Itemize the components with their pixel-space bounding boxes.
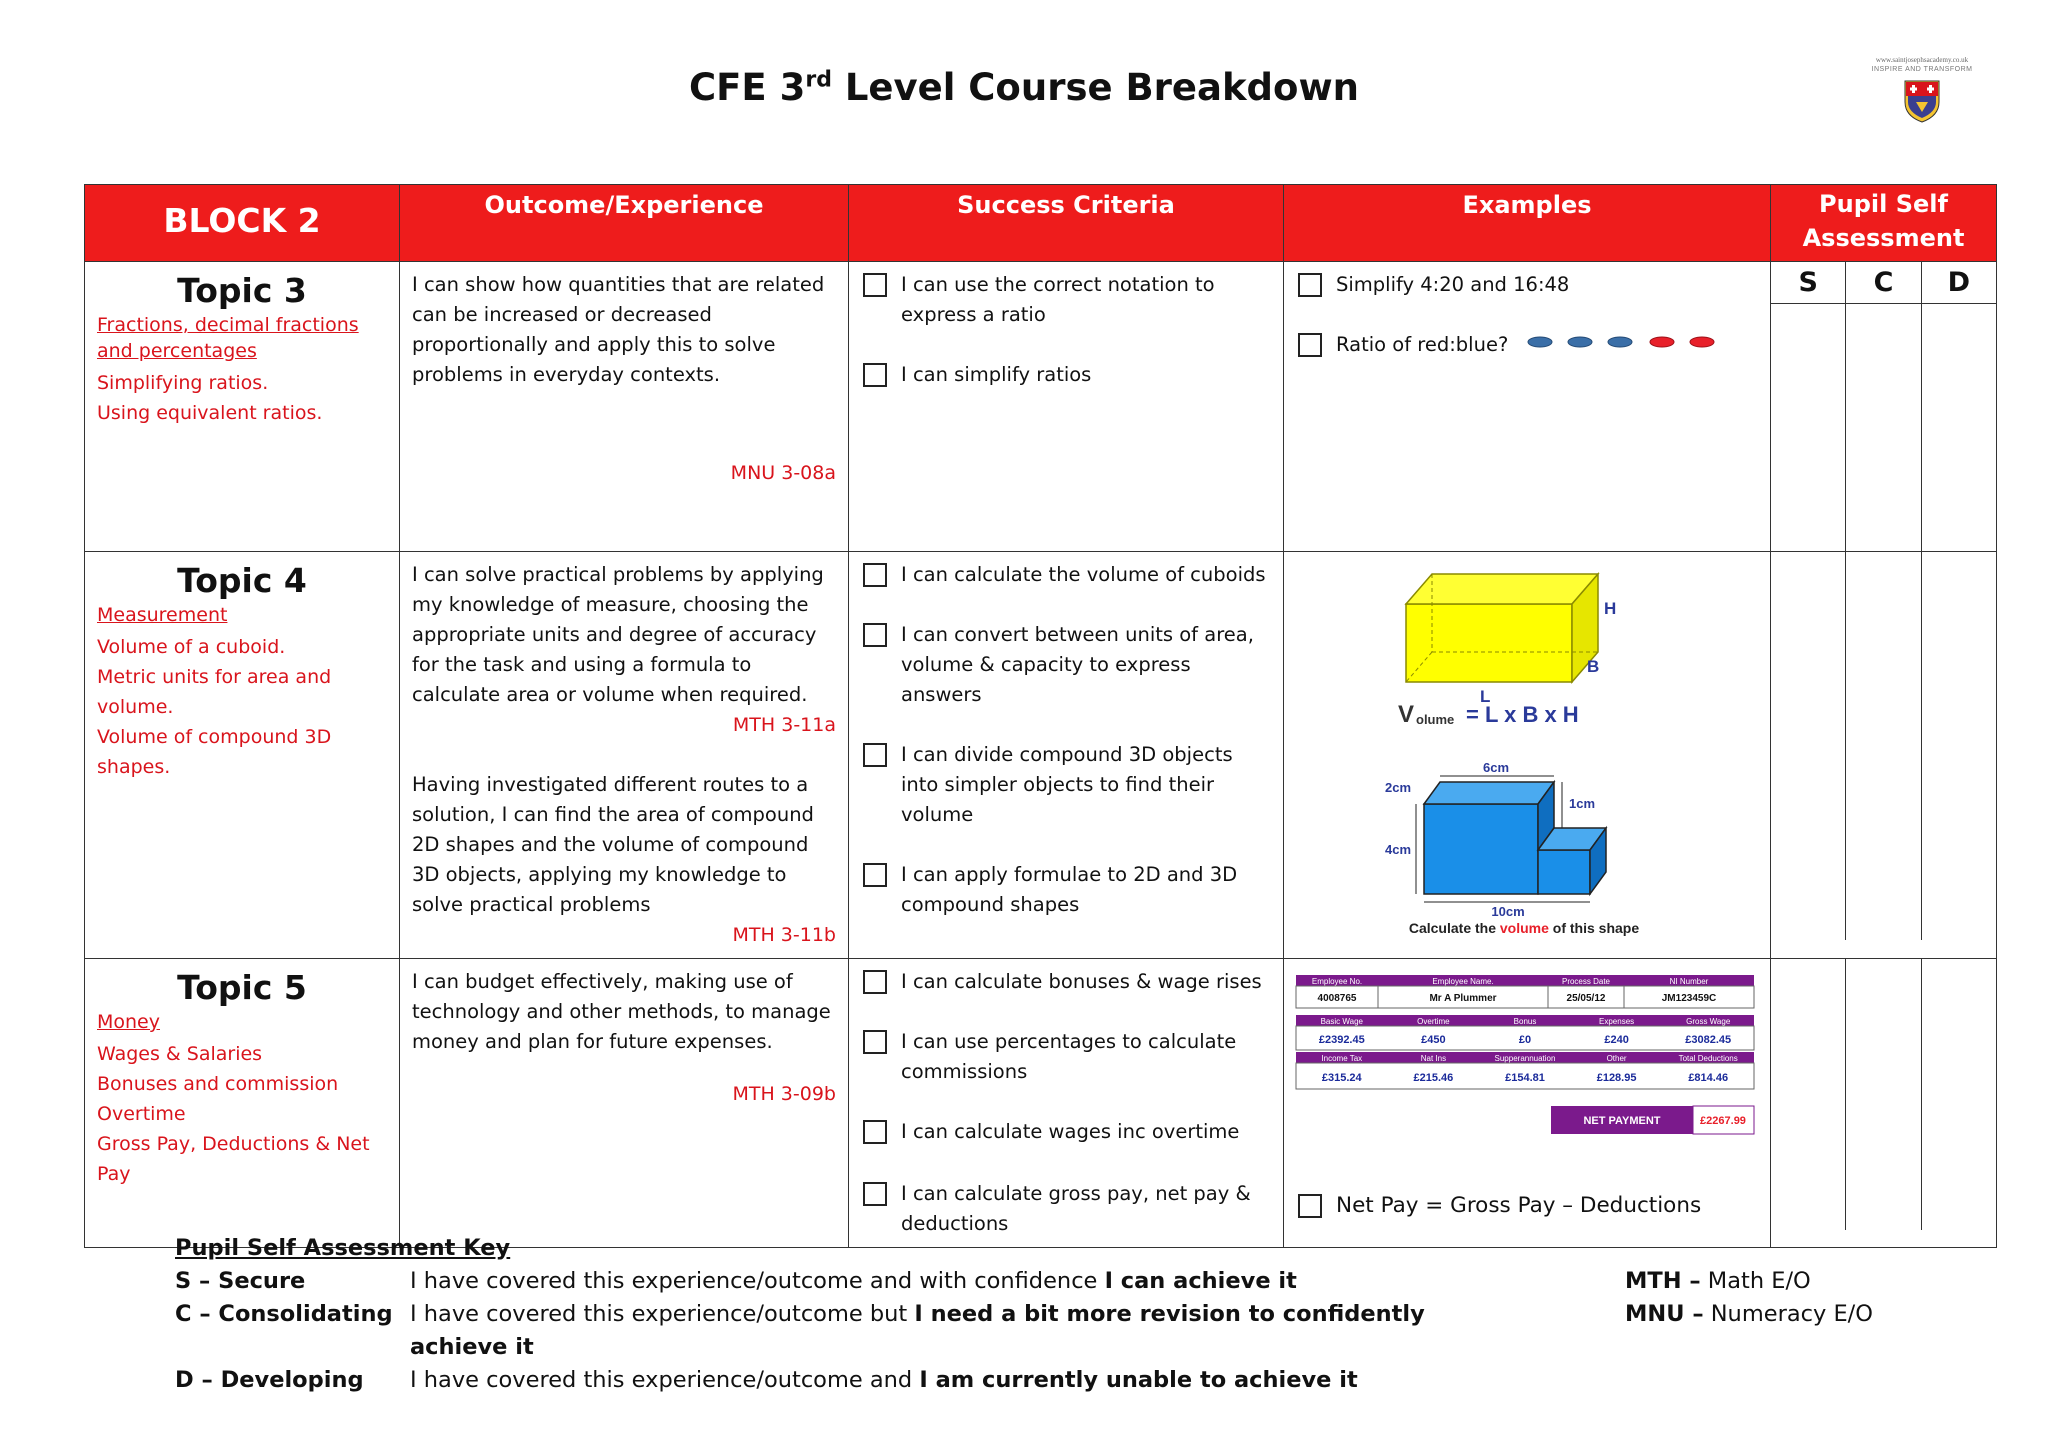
cuboid-h-label: H (1604, 599, 1617, 618)
assess-d-box[interactable] (1922, 304, 1996, 551)
criteria-item: I can simplify ratios (859, 360, 1273, 390)
payslip-header-cell: Basic Wage (1320, 1017, 1363, 1026)
criteria-checkbox[interactable] (863, 273, 887, 297)
payslip-value-cell: 25/05/12 (1566, 993, 1606, 1004)
subtopic: Volume of compound 3D shapes. (97, 726, 332, 778)
payslip-header-cell: Nat Ins (1420, 1054, 1447, 1063)
assess-s-label: S (1771, 262, 1846, 303)
payslip-header-cell: Income Tax (1321, 1054, 1363, 1063)
payslip-value-cell: 4008765 (1317, 993, 1357, 1004)
ratio-dots-image (1522, 330, 1722, 360)
payslip-header-cell: Overtime (1417, 1017, 1450, 1026)
assessment-cell (1771, 959, 1997, 1248)
payslip-value-cell: £450 (1421, 1034, 1446, 1046)
criteria-cell (849, 959, 1284, 1248)
payslip-header-cell: NI Number (1669, 977, 1709, 986)
criteria-item: I can use percentages to calculate commissions (859, 1027, 1273, 1087)
payslip-header-cell: Total Deductions (1678, 1054, 1738, 1063)
criteria-item: I can divide compound 3D objects into simpler objects to find their volume (859, 740, 1273, 830)
svg-text:olume: olume (1416, 712, 1455, 727)
assess-c-label: C (1846, 262, 1921, 303)
svg-text:6cm: 6cm (1482, 760, 1510, 775)
subtopic: Simplifying ratios. (97, 372, 269, 394)
cuboid-image (1406, 574, 1616, 706)
topic-row (85, 262, 1997, 552)
payslip-header-cell: Other (1606, 1054, 1627, 1063)
topic-subheading: Measurement (97, 604, 228, 626)
payslip-value-cell: £240 (1604, 1034, 1629, 1046)
assess-c-box[interactable] (1846, 959, 1921, 1230)
payslip-header-cell: Employee Name. (1432, 977, 1494, 986)
payslip-value-cell: £154.81 (1505, 1072, 1545, 1084)
example-item: Ratio of red:blue? (1294, 330, 1760, 360)
criteria-item: I can calculate wages inc overtime (859, 1117, 1273, 1147)
criteria-checkbox[interactable] (863, 1120, 887, 1144)
criteria-checkbox[interactable] (863, 743, 887, 767)
outcome-cell (400, 552, 849, 959)
assess-s-box[interactable] (1771, 959, 1846, 1230)
assess-c-box[interactable] (1846, 304, 1921, 551)
example-checkbox[interactable] (1298, 333, 1322, 357)
logo-url: www.saintjosephsacademy.co.uk (1875, 56, 1969, 64)
assessment-subheader (1771, 262, 1996, 304)
outcome-cell (400, 959, 849, 1248)
assessment-key (175, 1232, 1520, 1397)
payslip-value-cell: £2392.45 (1318, 1034, 1365, 1046)
example-item: Net Pay = Gross Pay – Deductions (1294, 1191, 1701, 1221)
logo-tagline: INSPIRE AND TRANSFORM (1871, 66, 1973, 73)
key-row: D – Developing I have covered this experience/outcome and I am currently unable to achieve it (175, 1367, 1358, 1393)
outcome-code: MTH 3-09b (732, 1083, 836, 1105)
subtopic: Wages & Salaries (97, 1043, 263, 1065)
topic-row (85, 959, 1997, 1248)
key-heading: Pupil Self Assessment Key (175, 1235, 511, 1261)
payslip-image (1284, 971, 1769, 1151)
assessment-cell (1771, 552, 1997, 959)
abbrev-item: MNU – Numeracy E/O (1625, 1301, 1873, 1327)
topic-row (85, 552, 1997, 959)
assessment-header: Pupil Self Assessment (1771, 185, 1997, 262)
svg-text:1cm: 1cm (1568, 796, 1596, 811)
topic-cell (85, 262, 400, 552)
criteria-item: I can calculate the volume of cuboids (859, 560, 1273, 590)
payslip-header-cell: Employee No. (1311, 977, 1363, 986)
criteria-cell (849, 262, 1284, 552)
payslip-value-cell: £315.24 (1321, 1072, 1362, 1084)
examples-cell (1284, 262, 1771, 552)
assess-s-box[interactable] (1771, 552, 1846, 940)
topic-subheading: Fractions, decimal fractions and percentages (97, 314, 359, 362)
payslip-header-cell: Gross Wage (1686, 1017, 1731, 1026)
subtopic: Bonuses and commission (97, 1073, 339, 1095)
outcome-text: I can solve practical problems by applying my knowledge of measure, choosing the appropriate units and degree of accuracy for the task and using a formula to calculate area or volume when required. (412, 563, 824, 706)
assess-s-box[interactable] (1771, 304, 1846, 551)
subtopic: Overtime (97, 1103, 186, 1125)
criteria-checkbox[interactable] (863, 623, 887, 647)
assess-c-box[interactable] (1846, 552, 1921, 940)
outcome-text: I can show how quantities that are related can be increased or decreased proportionally and apply this to solve problems in everyday contexts. (412, 273, 825, 386)
topic-subheading: Money (97, 1011, 160, 1033)
outcome-code: MTH 3-11a (732, 714, 836, 736)
payslip-value-cell: £3082.45 (1685, 1034, 1732, 1046)
school-logo (1862, 56, 1982, 128)
payslip-header-cell: Process Date (1561, 977, 1611, 986)
subtopic: Gross Pay, Deductions & Net Pay (97, 1133, 370, 1185)
topic-cell (85, 552, 400, 959)
outcome-text: I can budget effectively, making use of technology and other methods, to manage money and plan for future expenses. (412, 970, 831, 1053)
criteria-cell (849, 552, 1284, 959)
assessment-cell (1771, 262, 1997, 552)
crest-icon (1902, 78, 1942, 124)
example-item: Simplify 4:20 and 16:48 (1294, 270, 1760, 300)
payslip-header-cell: Bonus (1513, 1017, 1537, 1026)
assess-d-box[interactable] (1922, 552, 1996, 940)
criteria-checkbox[interactable] (863, 863, 887, 887)
examples-cell (1284, 959, 1771, 1248)
topic-title: Topic 5 (177, 968, 307, 1007)
key-row: S – Secure I have covered this experience/outcome and with confidence I can achieve it (175, 1268, 1297, 1294)
criteria-item: I can calculate gross pay, net pay & deductions (859, 1179, 1273, 1239)
subtopic: Using equivalent ratios. (97, 402, 323, 424)
volume-diagram (1284, 552, 1769, 940)
examples-cell (1284, 552, 1771, 959)
payslip-value-cell: £128.95 (1596, 1072, 1637, 1084)
net-payment-value: £2267.99 (1700, 1115, 1746, 1127)
svg-text:10cm: 10cm (1491, 904, 1525, 919)
page-title: CFE 3rd Level Course Breakdown (689, 66, 1359, 109)
example-checkbox[interactable] (1298, 273, 1322, 297)
outcome-code: MNU 3-08a (730, 462, 836, 484)
examples-header: Examples (1284, 185, 1771, 262)
svg-text:V: V (1398, 701, 1415, 728)
outcome-header: Outcome/Experience (400, 185, 849, 262)
criteria-item: I can apply formulae to 2D and 3D compound shapes (859, 860, 1273, 920)
assess-d-label: D (1947, 267, 1971, 298)
block-header: BLOCK 2 (85, 185, 400, 262)
outcome-text: Having investigated different routes to a solution, I can find the area of compound 2D shapes and the volume of compound 3D objects, applying my knowledge to solve practical problems (412, 773, 814, 916)
topic-title: Topic 3 (177, 271, 307, 310)
abbrev-item: MTH – Math E/O (1625, 1268, 1811, 1294)
payslip-header-cell: Supperannuation (1494, 1054, 1556, 1063)
cuboid-b-label: B (1587, 657, 1600, 676)
criteria-checkbox[interactable] (863, 1182, 887, 1206)
svg-text:= L x B x H: = L x B x H (1466, 702, 1579, 727)
payslip-value-cell: Mr A Plummer (1429, 993, 1497, 1004)
criteria-checkbox[interactable] (863, 970, 887, 994)
payslip-value-cell: £814.46 (1688, 1072, 1729, 1084)
example-checkbox[interactable] (1298, 1194, 1322, 1218)
key-row: C – Consolidating I have covered this experience/outcome but I need a bit more revision to confidently achieve it (175, 1301, 1425, 1360)
compound-caption: Calculate the volume of this shape (1408, 920, 1640, 936)
criteria-item: I can use the correct notation to express a ratio (859, 270, 1273, 330)
subtopic: Metric units for area and volume. (97, 666, 332, 718)
net-payment-label: NET PAYMENT (1583, 1115, 1661, 1127)
svg-text:4cm: 4cm (1384, 842, 1412, 857)
payslip-value-cell: £0 (1518, 1034, 1532, 1046)
criteria-checkbox[interactable] (863, 563, 887, 587)
outcome-cell (400, 262, 849, 552)
criteria-item: I can convert between units of area, volume & capacity to express answers (859, 620, 1273, 710)
topic-cell (85, 959, 400, 1248)
criteria-checkbox[interactable] (863, 363, 887, 387)
payslip-value-cell: £215.46 (1413, 1072, 1454, 1084)
assess-d-box[interactable] (1922, 959, 1996, 1230)
subtopic: Volume of a cuboid. (97, 636, 286, 658)
criteria-header: Success Criteria (849, 185, 1284, 262)
volume-formula (1398, 701, 1579, 728)
svg-text:2cm: 2cm (1384, 780, 1412, 795)
payslip-value-cell: JM123459C (1661, 993, 1717, 1004)
criteria-item: I can calculate bonuses & wage rises (859, 967, 1273, 997)
table-header-row (85, 185, 1997, 262)
outcome-code: MTH 3-11b (732, 924, 836, 946)
topic-title: Topic 4 (177, 561, 307, 600)
compound-shape-image (1385, 760, 1606, 919)
course-table (84, 184, 1997, 1248)
cuboid-l-label: L (1480, 687, 1491, 706)
criteria-checkbox[interactable] (863, 1030, 887, 1054)
abbreviation-key (1625, 1265, 1873, 1331)
payslip-header-cell: Expenses (1599, 1017, 1635, 1026)
